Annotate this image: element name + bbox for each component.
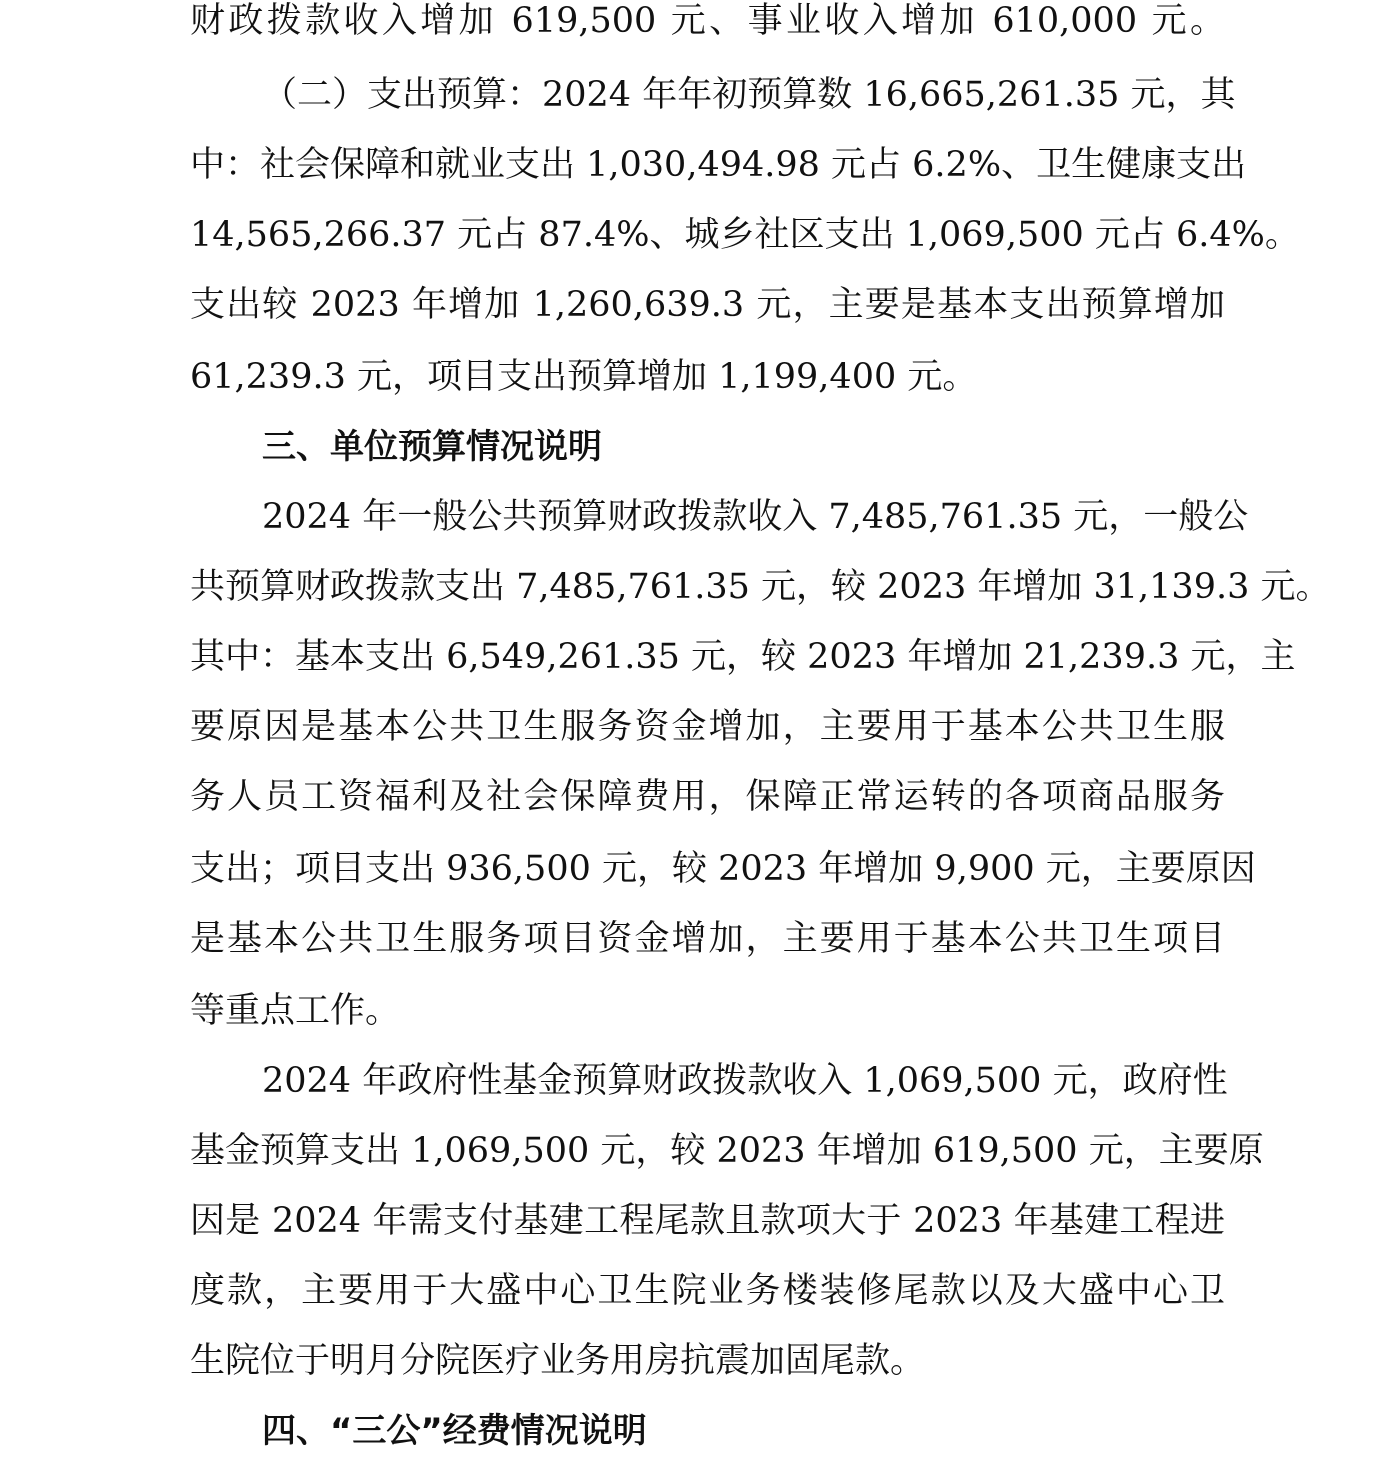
paragraph-line: 度款，主要用于大盛中心卫生院业务楼装修尾款以及大盛中心卫	[190, 1271, 1225, 1311]
paragraph-line: 支出较 2023 年增加 1,260,639.3 元，主要是基本支出预算增加	[190, 285, 1225, 325]
paragraph-line: 61,239.3 元，项目支出预算增加 1,199,400 元。	[190, 357, 978, 397]
paragraph-line: 要原因是基本公共卫生服务资金增加，主要用于基本公共卫生服	[190, 707, 1225, 747]
section-heading: 四、“三公”经费情况说明	[262, 1411, 647, 1451]
paragraph-line: 财政拨款收入增加 619,500 元、事业收入增加 610,000 元。	[190, 1, 1225, 41]
paragraph-line: 共预算财政拨款支出 7,485,761.35 元，较 2023 年增加 31,139.3 元。	[190, 567, 1331, 607]
paragraph-line: 中：社会保障和就业支出 1,030,494.98 元占 6.2%、卫生健康支出	[190, 145, 1247, 185]
paragraph-line: 因是 2024 年需支付基建工程尾款且款项大于 2023 年基建工程进	[190, 1201, 1225, 1241]
paragraph-line: （二）支出预算：2024 年年初预算数 16,665,261.35 元，其	[262, 75, 1236, 115]
paragraph-line: 2024 年一般公共预算财政拨款收入 7,485,761.35 元，一般公	[262, 497, 1249, 537]
paragraph-line: 14,565,266.37 元占 87.4%、城乡社区支出 1,069,500 元占 6.4%。	[190, 215, 1300, 255]
paragraph-line: 是基本公共卫生服务项目资金增加，主要用于基本公共卫生项目	[190, 919, 1225, 959]
paragraph-line: 支出；项目支出 936,500 元，较 2023 年增加 9,900 元，主要原因	[190, 849, 1256, 889]
section-heading: 三、单位预算情况说明	[262, 427, 602, 467]
paragraph-line: 基金预算支出 1,069,500 元，较 2023 年增加 619,500 元，主要原	[190, 1131, 1264, 1171]
paragraph-line: 等重点工作。	[190, 991, 401, 1031]
paragraph-line: 务人员工资福利及社会保障费用，保障正常运转的各项商品服务	[190, 777, 1225, 817]
paragraph-line: 2024 年政府性基金预算财政拨款收入 1,069,500 元，政府性	[262, 1061, 1228, 1101]
paragraph-line: 生院位于明月分院医疗业务用房抗震加固尾款。	[190, 1341, 926, 1381]
paragraph-line: 其中：基本支出 6,549,261.35 元，较 2023 年增加 21,239.3 元，主	[190, 637, 1296, 677]
